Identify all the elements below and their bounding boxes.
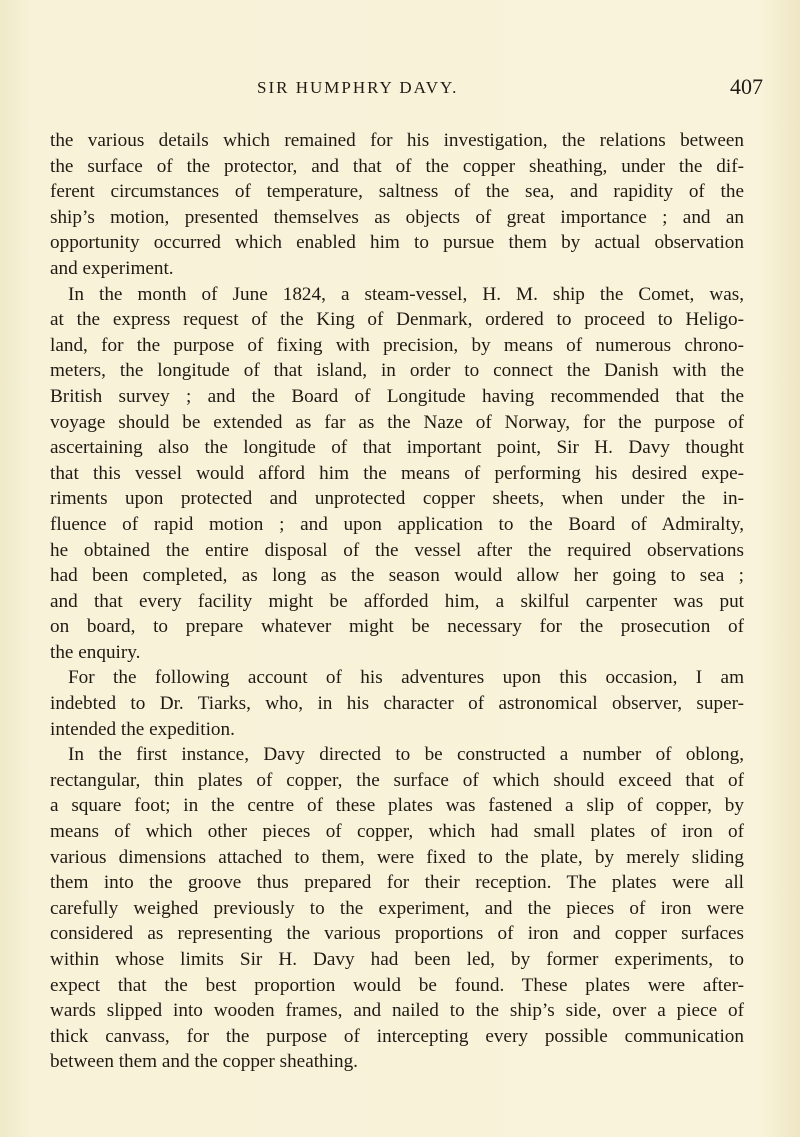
text-line: meters, the longitude of that island, in order to connect the Danish with the: [50, 360, 744, 382]
text-line: rectangular, thin plates of copper, the surface of which should exceed that of: [50, 769, 744, 791]
text-line: means of which other pieces of copper, which had small plates of iron of: [50, 821, 744, 843]
text-line: the various details which remained for his investigation, the relations between: [50, 130, 744, 151]
text-line: at the express request of the King of Denmark, ordered to proceed to Heligo-: [50, 309, 744, 331]
text-line: indebted to Dr. Tiarks, who, in his character of astronomical observer, super-: [50, 693, 744, 715]
text-line: them into the groove thus prepared for their reception. The plates were all: [50, 872, 744, 894]
text-line: fluence of rapid motion ; and upon application to the Board of Admiralty,: [50, 513, 744, 535]
text-line: various dimensions attached to them, were fixed to the plate, by merely sliding: [50, 846, 744, 868]
text-line: ship’s motion, presented themselves as objects of great importance ; and an: [50, 206, 744, 228]
text-line: the surface of the protector, and that of the copper sheathing, under the dif-: [50, 155, 744, 177]
text-line: a square foot; in the centre of these plates was fastened a slip of copper, by: [50, 795, 744, 817]
text-line: had been completed, as long as the season would allow her going to sea ;: [50, 565, 744, 587]
text-line: considered as representing the various proportions of iron and copper surfaces: [50, 923, 744, 945]
text-line: voyage should be extended as far as the Naze of Norway, for the purpose of: [50, 411, 744, 433]
text-line: carefully weighed previously to the experiment, and the pieces of iron were: [50, 897, 744, 919]
text-line: he obtained the entire disposal of the vessel after the required observations: [50, 539, 744, 561]
text-line: ferent circumstances of temperature, saltness of the sea, and rapidity of the: [50, 181, 744, 203]
page-number: 407: [730, 74, 763, 99]
text-line: between them and the copper sheathing.: [50, 1051, 358, 1073]
text-line: on board, to prepare whatever might be necessary for the prosecution of: [50, 616, 744, 638]
text-line: For the following account of his adventures upon this occasion, I am: [68, 667, 744, 689]
text-line: ascertaining also the longitude of that important point, Sir H. Davy thought: [50, 437, 744, 459]
text-line: British survey ; and the Board of Longitude having recommended that the: [50, 385, 744, 407]
text-line: that this vessel would afford him the means of performing his desired expe-: [50, 462, 744, 484]
text-line: opportunity occurred which enabled him to pursue them by actual observation: [50, 232, 744, 254]
text-line: within whose limits Sir H. Davy had been led, by former experiments, to: [50, 949, 744, 970]
body-text: [50, 128, 744, 1075]
text-line: thick canvass, for the purpose of intercepting every possible communication: [50, 1025, 744, 1047]
text-line: and that every facility might be afforded him, a skilful carpenter was put: [50, 590, 744, 612]
running-head: SIR HUMPHRY DAVY.: [257, 78, 459, 97]
text-line: In the month of June 1824, a steam-vessel, H. M. ship the Comet, was,: [68, 283, 744, 305]
text-line: intended the expedition.: [50, 718, 235, 740]
text-line: the enquiry.: [50, 641, 141, 663]
text-line: wards slipped into wooden frames, and nailed to the ship’s side, over a piece of: [50, 1000, 744, 1022]
text-line: riments upon protected and unprotected copper sheets, when under the in-: [50, 488, 744, 510]
text-line: land, for the purpose of fixing with precision, by means of numerous chrono-: [50, 334, 744, 356]
text-line: In the first instance, Davy directed to be constructed a number of oblong,: [68, 744, 744, 766]
text-line: expect that the best proportion would be found. These plates were after-: [50, 974, 744, 996]
text-line: and experiment.: [50, 257, 174, 279]
